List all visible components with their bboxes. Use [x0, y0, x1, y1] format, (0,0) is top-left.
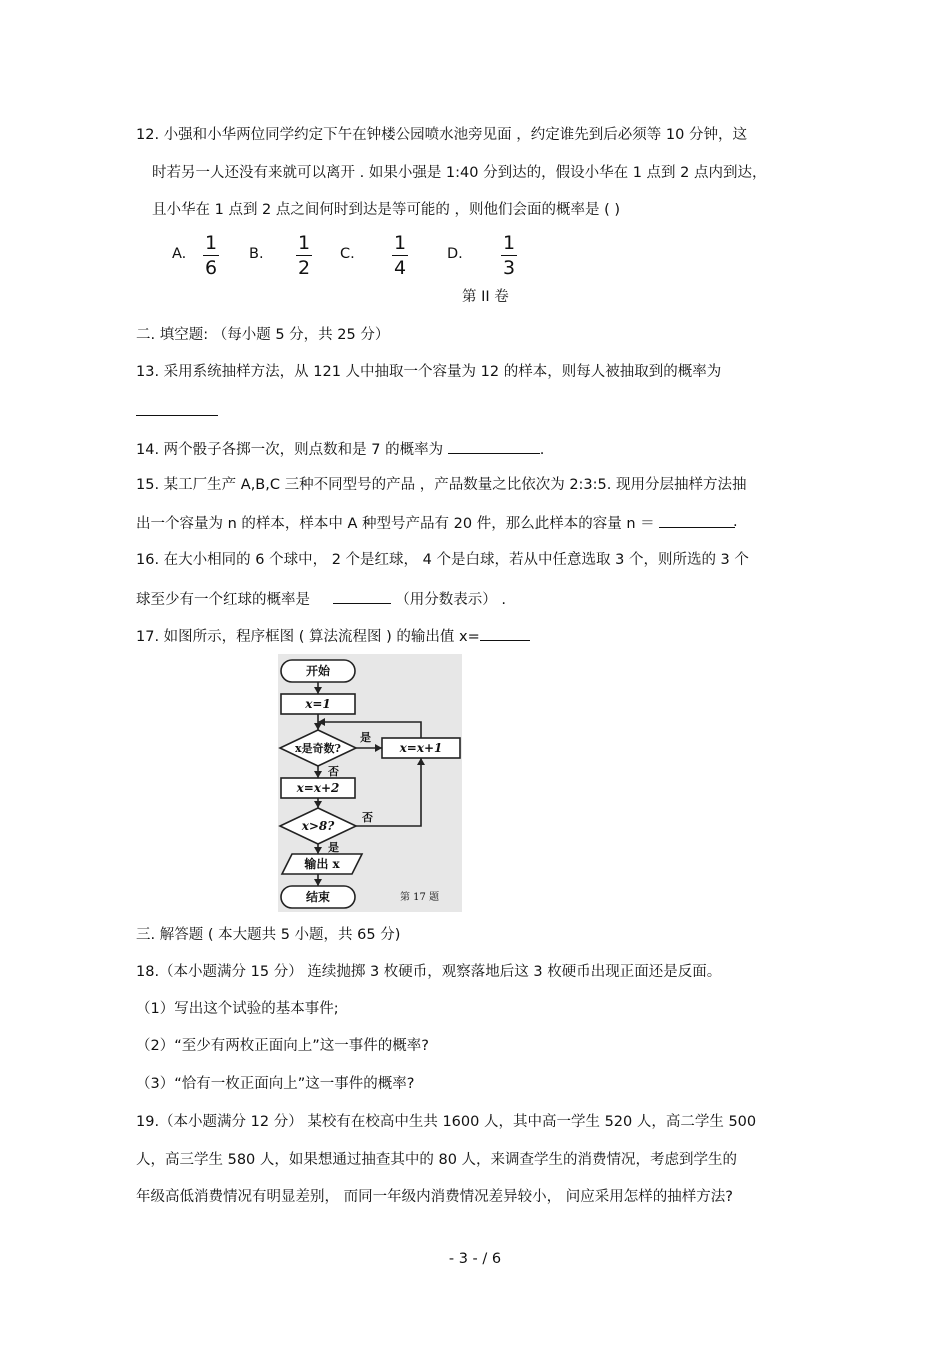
q15-text: 出一个容量为 n 的样本，样本中 A 种型号产品有 20 件，那么此样本的容量 n ＝ [136, 516, 655, 532]
end-label: 结束 [305, 890, 331, 904]
fraction-bar [501, 255, 517, 256]
option-label: C. [340, 246, 355, 262]
q16-line-1: 16. 在大小相同的 6 个球中， 2 个是红球， 4 个是白球，若从中任意选取 3 个，则所选的 3 个 [136, 552, 749, 568]
section-3-header: 三. 解答题 ( 本大题共 5 小题，共 65 分) [136, 927, 401, 943]
q17-answer-blank [480, 626, 530, 641]
q18-part-3: （3）“恰有一枚正面向上”这一事件的概率? [136, 1076, 415, 1092]
q14-answer-blank [448, 439, 540, 454]
q19-line-1: 19.（本小题满分 12 分） 某校有在校高中生共 1600 人，其中高一学生 520 人，高二学生 500 [136, 1114, 757, 1130]
yes1-label: 是 [360, 731, 371, 744]
fraction-bar [203, 255, 219, 256]
q14-line [136, 439, 544, 459]
fraction [294, 232, 314, 279]
numerator: 1 [393, 232, 407, 254]
q12-line-1: 12. 小强和小华两位同学约定下午在钟楼公园喷水池旁见面 ，约定谁先到后必须等 10 分钟，这 [136, 127, 747, 143]
fill-in-header: 二. 填空题: （每小题 5 分，共 25 分） [136, 327, 390, 343]
numerator: 1 [502, 232, 516, 254]
option-label: B. [249, 246, 264, 262]
denominator: 6 [204, 257, 218, 279]
q14-text: 14. 两个骰子各掷一次，则点数和是 7 的概率为 [136, 442, 444, 458]
q16-text: 球至少有一个红球的概率是 [136, 592, 310, 608]
q19-line-2: 人，高三学生 580 人，如果想通过抽查其中的 80 人，来调查学生的消费情况，考虑到学生的 [136, 1152, 738, 1168]
fraction [499, 232, 519, 279]
fraction-bar [296, 255, 312, 256]
q17-text: 17. 如图所示，程序框图 ( 算法流程图 ) 的输出值 x= [136, 629, 480, 645]
q13-answer-blank [136, 400, 218, 421]
denominator: 2 [297, 257, 311, 279]
q14-period: . [539, 442, 545, 458]
q18-part-1: （1）写出这个试验的基本事件; [136, 1001, 339, 1017]
init-label: x=1 [305, 697, 331, 711]
fraction [201, 232, 221, 279]
q15-blank-dot: . [733, 514, 738, 530]
option-label: A. [172, 246, 187, 262]
q15-answer-blank [659, 513, 735, 528]
q16-answer-blank [333, 589, 391, 604]
denominator: 4 [393, 257, 407, 279]
q18-stem: 18.（本小题满分 15 分） 连续抛掷 3 枚硬币，观察落地后这 3 枚硬币出现正面还是反面。 [136, 964, 722, 980]
q16-suffix: （用分数表示） . [395, 592, 506, 608]
page-number: - 3 - / 6 [448, 1251, 502, 1267]
q13-text: 13. 采用系统抽样方法，从 121 人中抽取一个容量为 12 的样本，则每人被抽取到的概率为 [136, 364, 722, 380]
q16-line-2 [136, 589, 506, 609]
side-label: x=x+1 [399, 741, 443, 755]
q12-line-2: 时若另一人还没有来就可以离开 . 如果小强是 1:40 分到达的，假设小华在 1 点到 2 点内到达， [152, 165, 767, 181]
numerator: 1 [204, 232, 218, 254]
fraction-bar [392, 255, 408, 256]
q12-line-3: 且小华在 1 点到 2 点之间何时到达是等可能的 ，则他们会面的概率是 ( ) [152, 202, 621, 218]
section-2-title: 第 II 卷 [462, 289, 509, 305]
yes2-label: 是 [328, 841, 339, 854]
numerator: 1 [297, 232, 311, 254]
cond2-label: x>8? [301, 819, 335, 833]
cond1-label: x是奇数? [294, 742, 342, 755]
q18-part-2: （2）“至少有两枚正面向上”这一事件的概率? [136, 1038, 429, 1054]
q17-line [136, 626, 530, 646]
q15-line-1: 15. 某工厂生产 A,B,C 三种不同型号的产品 ，产品数量之比依次为 2:3:5. 现用分层抽样方法抽 [136, 477, 747, 493]
figure-caption: 第 17 题 [400, 892, 440, 903]
no2-label: 否 [362, 811, 373, 824]
step-label: x=x+2 [296, 781, 340, 795]
output-label: 输出 x [304, 857, 340, 871]
start-label: 开始 [305, 664, 331, 678]
q19-line-3: 年级高低消费情况有明显差别， 而同一年级内消费情况差异较小， 问应采用怎样的抽样方法? [136, 1189, 733, 1205]
flowchart-figure [278, 654, 462, 912]
option-label: D. [447, 246, 463, 262]
fraction [390, 232, 410, 279]
no1-label: 否 [328, 765, 339, 778]
q15-line-2 [136, 513, 735, 533]
denominator: 3 [502, 257, 516, 279]
